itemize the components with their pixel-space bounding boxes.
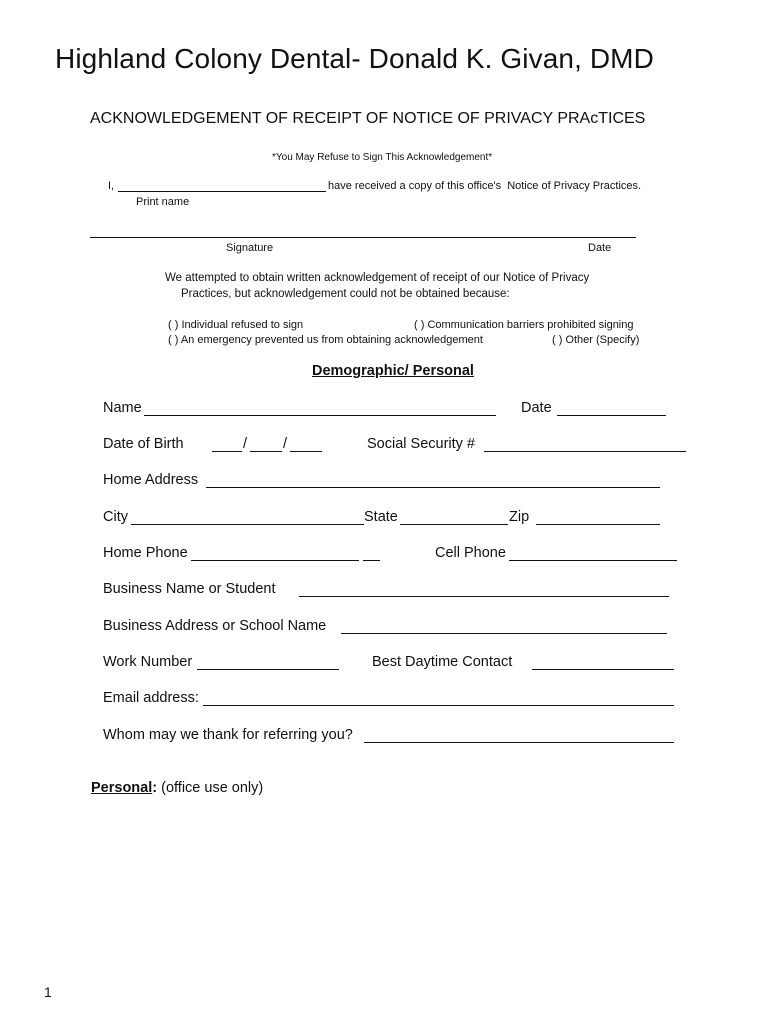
attempt-text-line1: We attempted to obtain written acknowledgement of receipt of our Notice of Privacy <box>165 272 590 284</box>
name-field[interactable] <box>144 415 496 416</box>
home-phone-field[interactable] <box>191 560 359 561</box>
best-daytime-label: Best Daytime Contact <box>372 654 513 670</box>
email-field[interactable] <box>203 705 674 706</box>
zip-label: Zip <box>509 509 530 525</box>
city-field[interactable] <box>131 524 364 525</box>
dob-month-field[interactable] <box>212 451 242 452</box>
home-address-field[interactable] <box>206 487 660 488</box>
option-emergency-checkbox[interactable]: ( ) An emergency prevented us from obtaining acknowledgement <box>168 334 483 346</box>
referral-label: Whom may we thank for referring you? <box>103 727 353 743</box>
attempt-text-line2: Practices, but acknowledgement could not be obtained because: <box>181 288 510 300</box>
refuse-note: *You May Refuse to Sign This Acknowledgement* <box>272 152 493 163</box>
best-daytime-field[interactable] <box>532 669 674 670</box>
personal-label: Personal <box>91 780 153 796</box>
work-number-field[interactable] <box>197 669 339 670</box>
ssn-label: Social Security # <box>367 436 475 452</box>
option-communication-checkbox[interactable]: ( ) Communication barriers prohibited signing <box>414 319 634 331</box>
ssn-field[interactable] <box>484 451 686 452</box>
date-label: Date <box>521 400 552 416</box>
cell-phone-field[interactable] <box>509 560 677 561</box>
document-title: Highland Colony Dental- Donald K. Givan, DMD <box>55 43 654 74</box>
email-label: Email address: <box>103 690 199 706</box>
business-name-label: Business Name or Student <box>103 581 276 597</box>
business-name-field[interactable] <box>299 596 669 597</box>
option-other-checkbox[interactable]: ( ) Other (Specify) <box>552 334 640 346</box>
state-field[interactable] <box>400 524 508 525</box>
ack-prefix: I, <box>108 180 115 192</box>
business-address-field[interactable] <box>341 633 667 634</box>
signature-line[interactable] <box>90 237 636 238</box>
dob-year-field[interactable] <box>290 451 322 452</box>
print-name-label: Print name <box>136 196 190 208</box>
home-address-label: Home Address <box>103 472 199 488</box>
personal-colon: : <box>152 780 158 796</box>
home-phone-label: Home Phone <box>103 545 188 561</box>
state-label: State <box>364 509 398 525</box>
personal-section <box>91 780 263 796</box>
option-refused-checkbox[interactable]: ( ) Individual refused to sign <box>168 319 304 331</box>
signature-label: Signature <box>226 242 274 254</box>
dob-separator-2: / <box>283 436 288 452</box>
work-number-label: Work Number <box>103 654 193 670</box>
dob-label: Date of Birth <box>103 436 184 452</box>
business-address-label: Business Address or School Name <box>103 618 327 634</box>
ack-suffix: have received a copy of this office's Notice of Privacy Practices. <box>328 180 642 192</box>
dob-separator-1: / <box>243 436 248 452</box>
page-number: 1 <box>44 984 52 1000</box>
home-phone-ext-field[interactable] <box>363 560 380 561</box>
referral-field[interactable] <box>364 742 674 743</box>
print-name-line[interactable] <box>118 191 326 192</box>
cell-phone-label: Cell Phone <box>435 545 506 561</box>
zip-field[interactable] <box>536 524 660 525</box>
city-label: City <box>103 509 128 525</box>
demographic-section-title: Demographic/ Personal <box>312 363 474 379</box>
signature-date-label: Date <box>588 242 612 254</box>
personal-note: (office use only) <box>161 780 264 796</box>
name-label: Name <box>103 400 142 416</box>
acknowledgement-heading: ACKNOWLEDGEMENT OF RECEIPT OF NOTICE OF PRIVACY PRAcTICES <box>90 110 646 127</box>
date-field[interactable] <box>557 415 666 416</box>
dob-day-field[interactable] <box>250 451 282 452</box>
